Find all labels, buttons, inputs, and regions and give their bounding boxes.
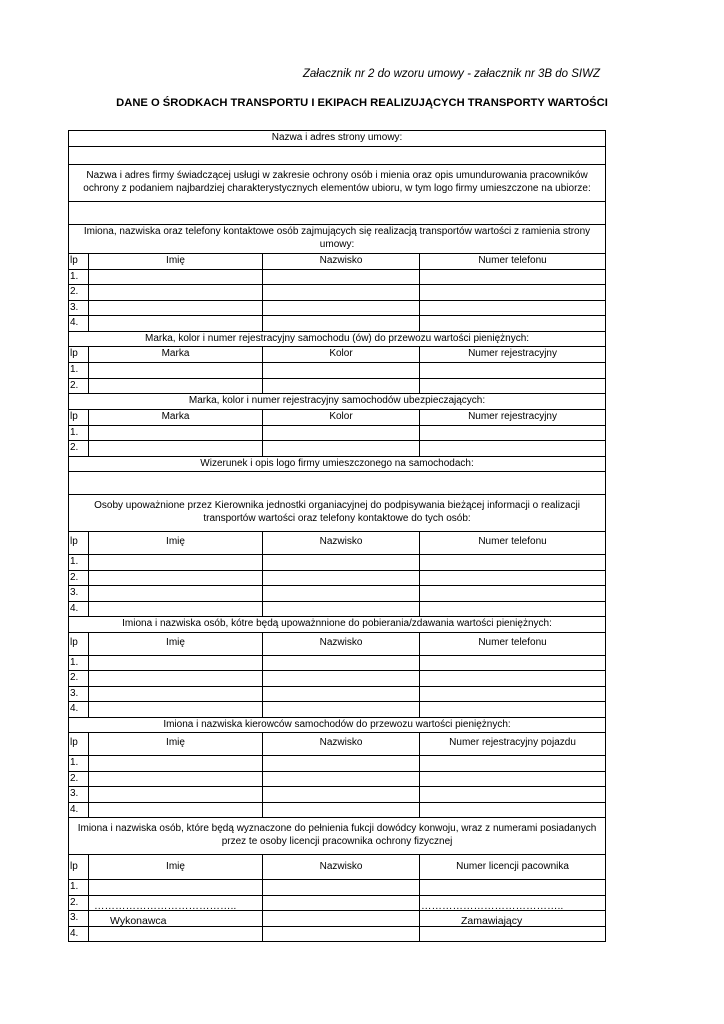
col-lp: lp: [69, 532, 89, 555]
section-authorized: Osoby upoważnione przez Kierownika jednostki organiacyjnej do podpisywania bieżącej informacji o realizacji transportów wartości oraz telefony kontaktowe do tych osób:: [69, 495, 606, 532]
cell-input[interactable]: [263, 895, 420, 911]
cell-input[interactable]: [263, 686, 420, 702]
table-row: 1.: [69, 555, 606, 571]
signature-line[interactable]: …………………………………..: [421, 900, 564, 912]
col-nazwisko: Nazwisko: [263, 532, 420, 555]
cell-input[interactable]: [89, 655, 263, 671]
cell-input[interactable]: [89, 756, 263, 772]
cell-input[interactable]: [263, 655, 420, 671]
col-imie: Imię: [89, 855, 263, 880]
table-row: 1.: [69, 655, 606, 671]
transport-form-table: [68, 130, 606, 942]
firm-description-field[interactable]: [69, 201, 606, 224]
table-row: 2.: [69, 441, 606, 457]
cell-input[interactable]: [420, 441, 606, 457]
col-imie: Imię: [89, 532, 263, 555]
cell-input[interactable]: [263, 425, 420, 441]
cell-input[interactable]: [420, 555, 606, 571]
cell-input[interactable]: [420, 802, 606, 818]
table-row: 2.: [69, 771, 606, 787]
table-row: 4.: [69, 702, 606, 718]
cell-input[interactable]: [263, 586, 420, 602]
cell-input[interactable]: [420, 787, 606, 803]
cell-input[interactable]: [89, 300, 263, 316]
cell-input[interactable]: [420, 671, 606, 687]
cell-input[interactable]: [89, 671, 263, 687]
logo-vehicle-field[interactable]: [69, 472, 606, 495]
cell-input[interactable]: [89, 570, 263, 586]
cell-input[interactable]: [263, 285, 420, 301]
cell-input[interactable]: [420, 586, 606, 602]
table-row: 2.: [69, 378, 606, 394]
cell-input[interactable]: [263, 378, 420, 394]
col-lp: lp: [69, 253, 89, 269]
cell-input[interactable]: [420, 269, 606, 285]
cell-input[interactable]: [89, 787, 263, 803]
table-row: 4.: [69, 601, 606, 617]
table-row: 3.: [69, 787, 606, 803]
signature-contractor: [94, 900, 236, 927]
cell-input[interactable]: [89, 269, 263, 285]
cell-input[interactable]: [89, 363, 263, 379]
col-rejestracja: Numer rejestracyjny: [420, 347, 606, 363]
cell-input[interactable]: [263, 269, 420, 285]
col-lp: lp: [69, 409, 89, 425]
signature-orderer: [421, 900, 563, 927]
col-nazwisko: Nazwisko: [263, 253, 420, 269]
section-logo-vehicle: Wizerunek i opis logo firmy umieszczonego na samochodach:: [69, 456, 606, 472]
cell-input[interactable]: [420, 316, 606, 332]
col-rejestracja: Numer rejestracyjny: [420, 409, 606, 425]
section-drivers: Imiona i nazwiska kierowców samochodów do przewozu wartości pieniężnych:: [69, 717, 606, 733]
signature-label: Wykonawca: [110, 915, 167, 927]
cell-input[interactable]: [263, 926, 420, 942]
table-row: 4.: [69, 802, 606, 818]
table-row: 2.: [69, 285, 606, 301]
col-telefon: Numer telefonu: [420, 253, 606, 269]
cell-input[interactable]: [420, 655, 606, 671]
table-row: 3.: [69, 686, 606, 702]
section-pickup: Imiona i nazwiska osób, kótre będą upoważnnione do pobierania/zdawania wartości pieniężnych:: [69, 617, 606, 633]
cell-input[interactable]: [89, 686, 263, 702]
signature-label: Zamawiający: [461, 915, 523, 927]
cell-input[interactable]: [263, 880, 420, 896]
cell-input[interactable]: [420, 686, 606, 702]
section-vehicles-money: Marka, kolor i numer rejestracyjny samochodu (ów) do przewozu wartości pieniężnych:: [69, 331, 606, 347]
section-contacts: Imiona, nazwiska oraz telefony kontaktowe osób zajmujących się realizacją transportów wartości z ramienia strony umowy:: [69, 224, 606, 253]
table-row: 1.: [69, 756, 606, 772]
document-title: DANE O ŚRODKACH TRANSPORTU I EKIPACH REALIZUJĄCYCH TRANSPORTY WARTOŚCI: [116, 97, 608, 109]
cell-input[interactable]: [89, 555, 263, 571]
cell-input[interactable]: [420, 702, 606, 718]
cell-input[interactable]: [89, 601, 263, 617]
cell-input[interactable]: [420, 300, 606, 316]
cell-input[interactable]: [89, 771, 263, 787]
cell-input[interactable]: [263, 441, 420, 457]
cell-input[interactable]: [420, 363, 606, 379]
cell-input[interactable]: [420, 601, 606, 617]
col-imie: Imię: [89, 632, 263, 655]
cell-input[interactable]: [89, 702, 263, 718]
table-row: 4.: [69, 926, 606, 942]
cell-input[interactable]: [420, 570, 606, 586]
cell-input[interactable]: [420, 378, 606, 394]
table-row: 1.: [69, 880, 606, 896]
cell-input[interactable]: [263, 787, 420, 803]
cell-input[interactable]: [263, 363, 420, 379]
cell-input[interactable]: [263, 771, 420, 787]
cell-input[interactable]: [263, 570, 420, 586]
table-row: 3.: [69, 586, 606, 602]
table-row: 3.: [69, 911, 606, 927]
cell-input[interactable]: [420, 926, 606, 942]
section-firm-description: Nazwa i adres firmy świadczącej usługi w zakresie ochrony osób i mienia oraz opis umundurowania pracowników ochrony z podaniem najbardziej charakterystycznych elementów ubioru, w tym logo firmy umieszczone na ubiorze:: [69, 164, 606, 201]
cell-input[interactable]: [420, 425, 606, 441]
table-row: 1.: [69, 425, 606, 441]
col-nazwisko: Nazwisko: [263, 733, 420, 756]
table-row: 2.: [69, 570, 606, 586]
col-lp: lp: [69, 855, 89, 880]
col-imie: Imię: [89, 253, 263, 269]
cell-input[interactable]: [263, 802, 420, 818]
cell-input[interactable]: [263, 555, 420, 571]
table-row: 2.: [69, 671, 606, 687]
col-marka: Marka: [89, 409, 263, 425]
cell-input[interactable]: [420, 285, 606, 301]
cell-input[interactable]: [89, 586, 263, 602]
cell-input[interactable]: [263, 702, 420, 718]
col-nazwisko: Nazwisko: [263, 855, 420, 880]
section-vehicles-secure: Marka, kolor i numer rejestracyjny samochodów ubezpieczających:: [69, 394, 606, 410]
col-lp: lp: [69, 632, 89, 655]
cell-input[interactable]: [263, 671, 420, 687]
cell-input[interactable]: [89, 441, 263, 457]
col-lp: lp: [69, 347, 89, 363]
party-name-field[interactable]: [69, 146, 606, 164]
col-licencja: Numer licencji pacownika: [420, 855, 606, 880]
cell-input[interactable]: [89, 425, 263, 441]
col-telefon: Numer telefonu: [420, 532, 606, 555]
col-marka: Marka: [89, 347, 263, 363]
attachment-note: Załacznik nr 2 do wzoru umowy - załacznik nr 3B do SIWZ: [302, 68, 600, 80]
col-lp: lp: [69, 733, 89, 756]
cell-input[interactable]: [89, 926, 263, 942]
table-row: 3.: [69, 300, 606, 316]
cell-input[interactable]: [263, 756, 420, 772]
cell-input[interactable]: [89, 802, 263, 818]
cell-input[interactable]: [89, 378, 263, 394]
col-kolor: Kolor: [263, 409, 420, 425]
cell-input[interactable]: [263, 316, 420, 332]
table-row: 2.: [69, 895, 606, 911]
col-rejestracja-pojazdu: Numer rejestracyjny pojazdu: [420, 733, 606, 756]
table-row: 1.: [69, 363, 606, 379]
col-imie: Imię: [89, 733, 263, 756]
cell-input[interactable]: [89, 880, 263, 896]
cell-input[interactable]: [89, 285, 263, 301]
cell-input[interactable]: [89, 316, 263, 332]
cell-input[interactable]: [263, 300, 420, 316]
col-kolor: Kolor: [263, 347, 420, 363]
section-convoy: Imiona i nazwiska osób, które będą wyznaczone do pełnienia fukcji dowódcy konwoju, wraz z numerami posiadanych przez te osoby licencji pracownika ochrony fizycznej: [69, 818, 606, 855]
col-nazwisko: Nazwisko: [263, 632, 420, 655]
cell-input[interactable]: [420, 756, 606, 772]
col-telefon: Numer telefonu: [420, 632, 606, 655]
cell-input[interactable]: [420, 880, 606, 896]
signature-line[interactable]: …………………………………..: [94, 900, 237, 912]
table-row: 4.: [69, 316, 606, 332]
section-party-name: Nazwa i adres strony umowy:: [69, 131, 606, 147]
cell-input[interactable]: [263, 911, 420, 927]
cell-input[interactable]: [420, 771, 606, 787]
cell-input[interactable]: [263, 601, 420, 617]
table-row: 1.: [69, 269, 606, 285]
